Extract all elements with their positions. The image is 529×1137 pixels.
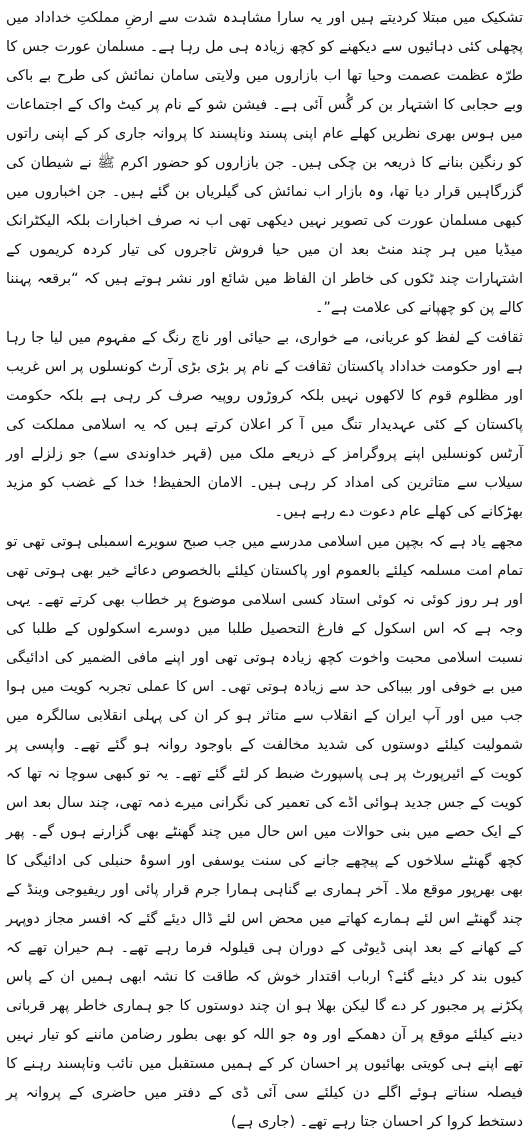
article-paragraph-1: تشکیک میں مبتلا کردیتے ہیں اور یہ سارا مشاہدہ شدت سے ارضِ مملکتِ خداداد میں پچھلی کئی دہائیوں سے دیکھنے کو کچھ زیادہ ہی مل رہا ہے۔ مسلمان عورت جس کا طرّہ عظمت عصمت وحیا تھا اب بازاروں میں ولایتی سامان نمائش کی طرح بے باکی وبے حجابی کا اشتہار بن کر گُس آئی ہے۔ فیشن شو کے نام پر کیٹ واک کے اجتماعات میں ہوس بھری نظریں کھلے عام اپنی پسند وناپسند کا پروانہ جاری کر کے اپنی راتوں کو رنگین بنانے کا ذریعہ بن چکی ہیں۔ جن بازاروں کو حضور اکرم ﷺ نے شیطان کی گزرگاہیں قرار دیا تھا، وہ بازار اب نمائش کی گیلریاں بن گئے ہیں۔ جن اخباروں میں کبھی مسلمان عورت کی تصویر نہیں دیکھی تھی اب نہ صرف اخبارات بلکہ الیکٹرانک میڈیا میں ہر چند منٹ بعد ان میں حیا فروش تاجروں کی تیار کردہ کریموں کے اشتہارات چند ٹکوں کی خاطر ان الفاظ میں شائع اور نشر ہوتے ہیں کہ “برقعہ پہننا کالے پن کو چھپانے کی علامت ہے”۔ [6, 10, 523, 316]
article-paragraph-2: ثقافت کے لفظ کو عریانی، مے خواری، بے حیائی اور ناچ رنگ کے مفہوم میں لیا جا رہا ہے اور حکومت خداداد پاکستان ثقافت کے نام پر بڑی بڑی آرٹ کونسلوں پر اس غریب اور مظلوم قوم کا لاکھوں نہیں بلکہ کروڑوں روپیہ صرف کر رہی ہے بلکہ حکومت پاکستان کے کئی عہدیدار تنگ میں آ کر اعلان کرتے ہیں کہ یہ اسلامی مملکت کی آرٹس کونسلیں اپنے پروگرامز کے ذریعے ملک میں (قہر خداوندی سے) جو زلزلے اور سیلاب سے متاثرین کی امداد کر رہی ہیں۔ الامان الحفیظ! خدا کے غضب کو مزید بھڑکانے کی کھلے عام دعوت دے رہے ہیں۔ [6, 330, 523, 520]
article-paragraph-3: مجھے یاد ہے کہ بچپن میں اسلامی مدرسے میں جب صبح سویرے اسمبلی ہوتی تھی تو تمام امت مسلمہ کیلئے بالعموم اور پاکستان کیلئے بالخصوص دعائے خیر بھی ہوتی تھی اور ہر روز کوئی نہ کوئی استاد کسی اسلامی موضوع پر خطاب بھی کرتے تھے۔ یہی وجہ ہے کہ اس اسکول کے فارغ التحصیل طلبا میں دوسرے اسکولوں کے طلبا کی نسبت اسلامی محبت واخوت کچھ زیادہ ہوتی تھی اور اپنے مافی الضمیر کی ادائیگی میں بے خوفی اور بیباکی حد سے زیادہ ہوتی تھی۔ اس کا عملی تجربہ کویت میں ہوا جب میں اور آپ ایران کے انقلاب سے متاثر ہو کر ان کی پہلی انقلابی سالگرہ میں شمولیت کیلئے دوستوں کی شدید مخالفت کے باوجود روانہ ہو گئے تھے۔ واپسی پر کویت کے ائیرپورٹ پر ہی پاسپورٹ ضبط کر لئے گئے تھے۔ یہ تو کبھی سوچا نہ تھا کہ کویت کے جس جدید ہوائی اڈے کی تعمیر کی نگرانی میرے ذمہ تھی، چند سال بعد اس کے ایک حصے میں بنی حوالات میں اس حال میں چند گھنٹے بھی گزارنے ہوں گے۔ پھر کچھ گھنٹے سلاخوں کے پیچھے جانے کی سنت یوسفی اور اسوۂ حنبلی کی ادائیگی کا بھی بھرپور موقع ملا۔ آخر ہماری بے گناہی ہمارا جرم قرار پائی اور ریفیوجی وینڈ کے چند گھنٹے اس لئے ہمارے کھاتے میں محض اس لئے ڈال دیئے گئے کہ افسر مجاز دوپہر کے کھانے کے بعد اپنی ڈیوٹی کے دوران ہی قیلولہ فرما رہے تھے۔ ہم حیران تھے کہ کیوں بند کر دیئے گئے؟ ارباب اقتدار خوش کہ طاقت کا نشہ ابھی ہمیں ان کے پاس پکڑنے پر مجبور کر دے گا لیکن بھلا ہو ان چند دوستوں کا جو ہماری خاطر پھر قربانی دینے کیلئے موقع پر آن دھمکے اور وہ جو اللہ کو بھی بطور رضامن ماننے کو تیار نہیں تھے اپنے ہی کویتی بھائیوں پر احسان کر کے ہمیں مستقبل میں نائب وناپسند رہنے کا فیصلہ سناتے ہوئے اگلے دن کیلئے سی آئی ڈی کے دفتر میں حاضری کے پروانہ پر دستخط کروا کر احسان جتا رہے تھے۔ (جاری ہے) [6, 534, 523, 1130]
